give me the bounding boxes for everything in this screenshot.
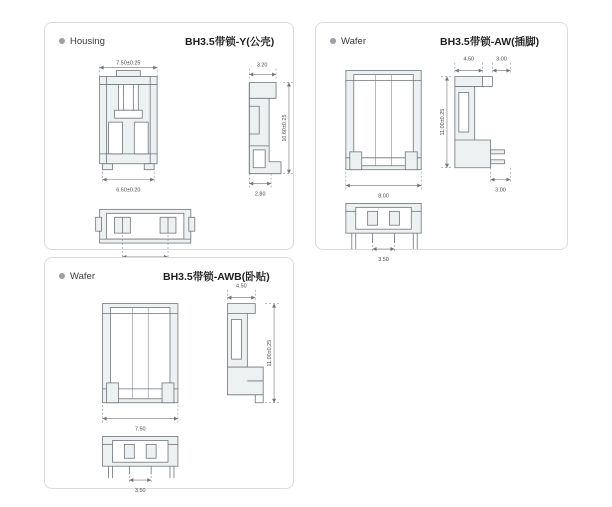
card-housing-bh35-y[interactable] [44, 22, 294, 250]
card-title: BH3.5带锁-AWB(卧贴) [163, 271, 270, 283]
drawing-wafer-bh35-aw [316, 23, 567, 263]
dim-side-bottom: 2.80 [254, 191, 266, 198]
card-category: Wafer [59, 268, 95, 287]
dim-front-width: 8.00 [378, 193, 389, 200]
dim-side-height: 11.00±0.25 [439, 108, 446, 136]
dim-side-top: 4.50 [236, 283, 247, 290]
card-title: BH3.5带锁-Y(公壳) [185, 36, 275, 48]
card-category: Wafer [330, 33, 366, 52]
dim-side-top: 3.20 [256, 62, 268, 69]
dim-front-width: 7.50 [134, 426, 146, 433]
dim-side-top-left: 4.50 [463, 56, 475, 63]
card-wafer-bh35-awb[interactable] [44, 257, 294, 494]
dim-side-height: 11.00±0.25 [267, 339, 274, 367]
card-category: Housing [59, 33, 105, 52]
dim-bottom-pitch: 3.50 [134, 487, 146, 494]
dim-side-height: 10.60±0.25 [281, 114, 288, 142]
dim-side-top-right: 3.00 [496, 56, 507, 63]
dim-front-width: 7.50±0.25 [116, 60, 141, 67]
drawing-wafer-bh35-awb [45, 258, 293, 494]
card-title: BH3.5带锁-AW(插脚) [440, 36, 540, 48]
card-wafer-bh35-aw[interactable] [315, 22, 568, 263]
dim-front-bottom: 6.60±0.20 [116, 187, 141, 194]
dim-side-bottom-right: 3.00 [495, 187, 506, 194]
dim-bottom-pitch: 3.50 [378, 256, 389, 263]
drawing-housing-bh35-y [45, 23, 293, 249]
